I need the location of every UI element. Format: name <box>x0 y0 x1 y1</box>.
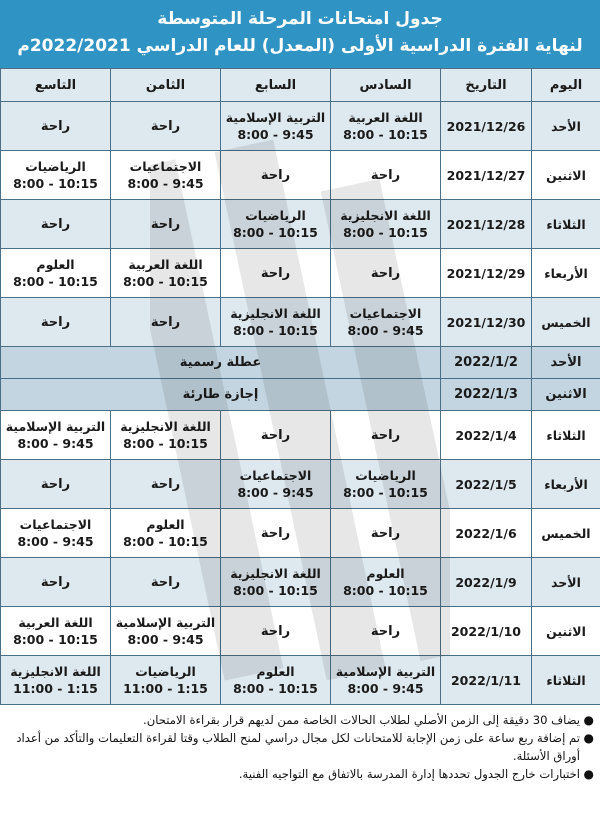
date-cell: 2021/12/29 <box>441 249 532 298</box>
title-line-1: جدول امتحانات المرحلة المتوسطة <box>157 9 443 29</box>
cell-grade-9 <box>1 460 111 509</box>
exam-time: 8:00 - 10:15 <box>233 583 318 598</box>
subject-name: راحة <box>150 574 181 590</box>
day-cell: الاثنين <box>532 151 600 200</box>
subject-name: الرياضيات <box>135 664 196 679</box>
exam-time: 8:00 - 9:45 <box>17 436 94 451</box>
schedule-title <box>0 0 600 68</box>
subject-name: راحة <box>370 525 401 541</box>
exam-time: 8:00 - 9:45 <box>17 534 94 549</box>
exam-time: 8:00 - 10:15 <box>123 436 208 451</box>
subject-name: التربية الإسلامية <box>5 419 106 434</box>
day-cell: الخميس <box>532 509 600 558</box>
cell-grade-7 <box>221 411 331 460</box>
header-grade-9: التاسع <box>1 69 111 102</box>
date-cell: 2022/1/3 <box>441 379 532 411</box>
cell-grade-8 <box>111 460 221 509</box>
holiday-label: إجازة طارئة <box>1 379 441 411</box>
header-row <box>1 69 600 102</box>
subject-name: اللغة الانجليزية <box>230 306 321 321</box>
cell-grade-6 <box>331 249 441 298</box>
day-cell: الثلاثاء <box>532 411 600 460</box>
subject-name: راحة <box>260 525 291 541</box>
date-cell: 2022/1/11 <box>441 656 532 705</box>
date-cell: 2021/12/28 <box>441 200 532 249</box>
subject-name: الرياضيات <box>25 159 86 174</box>
note-text: تم إضافة ربع ساعة على زمن الإجابة للامتحانات لكل مجال دراسي لمنح الطلاب وقتا لقراءة التعليمات والتأكد من أعداد أوراق الأسئلة. <box>16 731 580 763</box>
date-cell: 2022/1/6 <box>441 509 532 558</box>
cell-grade-6 <box>331 298 441 347</box>
day-cell: الاثنين <box>532 607 600 656</box>
notes-list <box>0 711 600 783</box>
cell-grade-7 <box>221 460 331 509</box>
schedule-row <box>1 298 600 347</box>
cell-grade-7 <box>221 558 331 607</box>
date-cell: 2022/1/4 <box>441 411 532 460</box>
cell-grade-6 <box>331 607 441 656</box>
cell-grade-8 <box>111 656 221 705</box>
subject-name: التربية الإسلامية <box>335 664 436 679</box>
subject-name: راحة <box>150 476 181 492</box>
date-cell: 2022/1/10 <box>441 607 532 656</box>
exam-time: 8:00 - 10:15 <box>233 323 318 338</box>
date-cell: 2021/12/27 <box>441 151 532 200</box>
cell-grade-9 <box>1 102 111 151</box>
cell-grade-6 <box>331 102 441 151</box>
subject-name: راحة <box>40 118 71 134</box>
day-cell: الخميس <box>532 298 600 347</box>
exam-time: 8:00 - 10:15 <box>13 632 98 647</box>
subject-name: اللغة الانجليزية <box>230 566 321 581</box>
subject-name: راحة <box>370 427 401 443</box>
note-item <box>4 765 594 783</box>
day-cell: الأحد <box>532 558 600 607</box>
cell-grade-9 <box>1 607 111 656</box>
cell-grade-6 <box>331 558 441 607</box>
schedule-row <box>1 411 600 460</box>
cell-grade-7 <box>221 200 331 249</box>
cell-grade-8 <box>111 607 221 656</box>
header-grade-7: السابع <box>221 69 331 102</box>
subject-name: راحة <box>150 118 181 134</box>
subject-name: راحة <box>40 574 71 590</box>
cell-grade-6 <box>331 411 441 460</box>
holiday-label: عطلة رسمية <box>1 347 441 379</box>
schedule-row <box>1 460 600 509</box>
cell-grade-8 <box>111 151 221 200</box>
cell-grade-9 <box>1 151 111 200</box>
cell-grade-8 <box>111 509 221 558</box>
date-cell: 2021/12/30 <box>441 298 532 347</box>
exam-time: 8:00 - 10:15 <box>123 274 208 289</box>
subject-name: راحة <box>40 216 71 232</box>
exam-schedule-table <box>0 68 600 705</box>
subject-name: اللغة العربية <box>348 110 423 125</box>
cell-grade-6 <box>331 509 441 558</box>
cell-grade-7 <box>221 151 331 200</box>
header-grade-6: السادس <box>331 69 441 102</box>
subject-name: اللغة العربية <box>128 257 203 272</box>
subject-name: اللغة الانجليزية <box>120 419 211 434</box>
cell-grade-9 <box>1 656 111 705</box>
header-day: اليوم <box>532 69 600 102</box>
subject-name: التربية الإسلامية <box>115 615 216 630</box>
holiday-row <box>1 347 600 379</box>
schedule-row <box>1 656 600 705</box>
subject-name: اللغة الانجليزية <box>10 664 101 679</box>
cell-grade-7 <box>221 509 331 558</box>
subject-name: الاجتماعيات <box>239 468 312 483</box>
header-grade-8: الثامن <box>111 69 221 102</box>
subject-name: راحة <box>260 265 291 281</box>
day-cell: الثلاثاء <box>532 200 600 249</box>
subject-name: راحة <box>260 623 291 639</box>
subject-name: راحة <box>40 314 71 330</box>
subject-name: العلوم <box>366 566 405 581</box>
subject-name: راحة <box>40 476 71 492</box>
day-cell: الثلاثاء <box>532 656 600 705</box>
exam-time: 8:00 - 10:15 <box>233 225 318 240</box>
cell-grade-8 <box>111 558 221 607</box>
cell-grade-6 <box>331 460 441 509</box>
day-cell: الأحد <box>532 347 600 379</box>
subject-name: راحة <box>370 623 401 639</box>
cell-grade-7 <box>221 656 331 705</box>
exam-time: 8:00 - 10:15 <box>233 681 318 696</box>
subject-name: راحة <box>260 167 291 183</box>
subject-name: الاجتماعيات <box>19 517 92 532</box>
schedule-row <box>1 151 600 200</box>
cell-grade-8 <box>111 200 221 249</box>
date-cell: 2022/1/5 <box>441 460 532 509</box>
exam-time: 8:00 - 10:15 <box>123 534 208 549</box>
day-cell: الاثنين <box>532 379 600 411</box>
date-cell: 2022/1/9 <box>441 558 532 607</box>
bullet-icon: ● <box>583 767 594 781</box>
exam-time: 8:00 - 9:45 <box>347 681 424 696</box>
bullet-icon: ● <box>583 713 594 727</box>
date-cell: 2021/12/26 <box>441 102 532 151</box>
schedule-row <box>1 200 600 249</box>
subject-name: العلوم <box>146 517 185 532</box>
subject-name: راحة <box>370 265 401 281</box>
subject-name: راحة <box>150 216 181 232</box>
cell-grade-7 <box>221 249 331 298</box>
cell-grade-9 <box>1 298 111 347</box>
day-cell: الأحد <box>532 102 600 151</box>
note-text: يضاف 30 دقيقة إلى الزمن الأصلي لطلاب الحالات الخاصة ممن لديهم قرار بقراءة الامتحان. <box>143 713 580 727</box>
cell-grade-8 <box>111 411 221 460</box>
exam-time: 8:00 - 9:45 <box>237 127 314 142</box>
schedule-row <box>1 558 600 607</box>
exam-time: 11:00 - 1:15 <box>13 681 98 696</box>
day-cell: الأربعاء <box>532 249 600 298</box>
schedule-row <box>1 509 600 558</box>
subject-name: اللغة العربية <box>18 615 93 630</box>
exam-time: 8:00 - 10:15 <box>343 127 428 142</box>
cell-grade-7 <box>221 298 331 347</box>
exam-time: 8:00 - 10:15 <box>13 176 98 191</box>
exam-time: 8:00 - 10:15 <box>343 225 428 240</box>
date-cell: 2022/1/2 <box>441 347 532 379</box>
cell-grade-9 <box>1 411 111 460</box>
subject-name: الرياضيات <box>355 468 416 483</box>
exam-time: 8:00 - 10:15 <box>343 485 428 500</box>
cell-grade-7 <box>221 102 331 151</box>
note-item <box>4 729 594 765</box>
exam-time: 8:00 - 9:45 <box>127 176 204 191</box>
exam-time: 8:00 - 9:45 <box>237 485 314 500</box>
subject-name: الاجتماعيات <box>349 306 422 321</box>
exam-time: 8:00 - 10:15 <box>13 274 98 289</box>
holiday-row <box>1 379 600 411</box>
schedule-row <box>1 607 600 656</box>
cell-grade-9 <box>1 558 111 607</box>
schedule-row <box>1 102 600 151</box>
exam-time: 8:00 - 9:45 <box>347 323 424 338</box>
subject-name: العلوم <box>36 257 75 272</box>
exam-time: 8:00 - 10:15 <box>343 583 428 598</box>
subject-name: الرياضيات <box>245 208 306 223</box>
subject-name: اللغة الانجليزية <box>340 208 431 223</box>
exam-time: 11:00 - 1:15 <box>123 681 208 696</box>
subject-name: العلوم <box>256 664 295 679</box>
day-cell: الأربعاء <box>532 460 600 509</box>
subject-name: راحة <box>370 167 401 183</box>
cell-grade-7 <box>221 607 331 656</box>
cell-grade-6 <box>331 656 441 705</box>
cell-grade-8 <box>111 102 221 151</box>
note-item <box>4 711 594 729</box>
subject-name: التربية الإسلامية <box>225 110 326 125</box>
cell-grade-8 <box>111 249 221 298</box>
subject-name: الاجتماعيات <box>129 159 202 174</box>
cell-grade-9 <box>1 200 111 249</box>
bullet-icon: ● <box>583 731 594 745</box>
title-line-2: لنهاية الفترة الدراسية الأولى (المعدل) للعام الدراسي 2022/2021م <box>17 36 583 56</box>
cell-grade-6 <box>331 200 441 249</box>
cell-grade-8 <box>111 298 221 347</box>
subject-name: راحة <box>260 427 291 443</box>
cell-grade-6 <box>331 151 441 200</box>
header-date: التاريخ <box>441 69 532 102</box>
subject-name: راحة <box>150 314 181 330</box>
note-text: اختبارات خارج الجدول تحددها إدارة المدرسة بالاتفاق مع التواجيه الفنية. <box>238 767 580 781</box>
exam-time: 8:00 - 9:45 <box>127 632 204 647</box>
cell-grade-9 <box>1 249 111 298</box>
cell-grade-9 <box>1 509 111 558</box>
schedule-row <box>1 249 600 298</box>
